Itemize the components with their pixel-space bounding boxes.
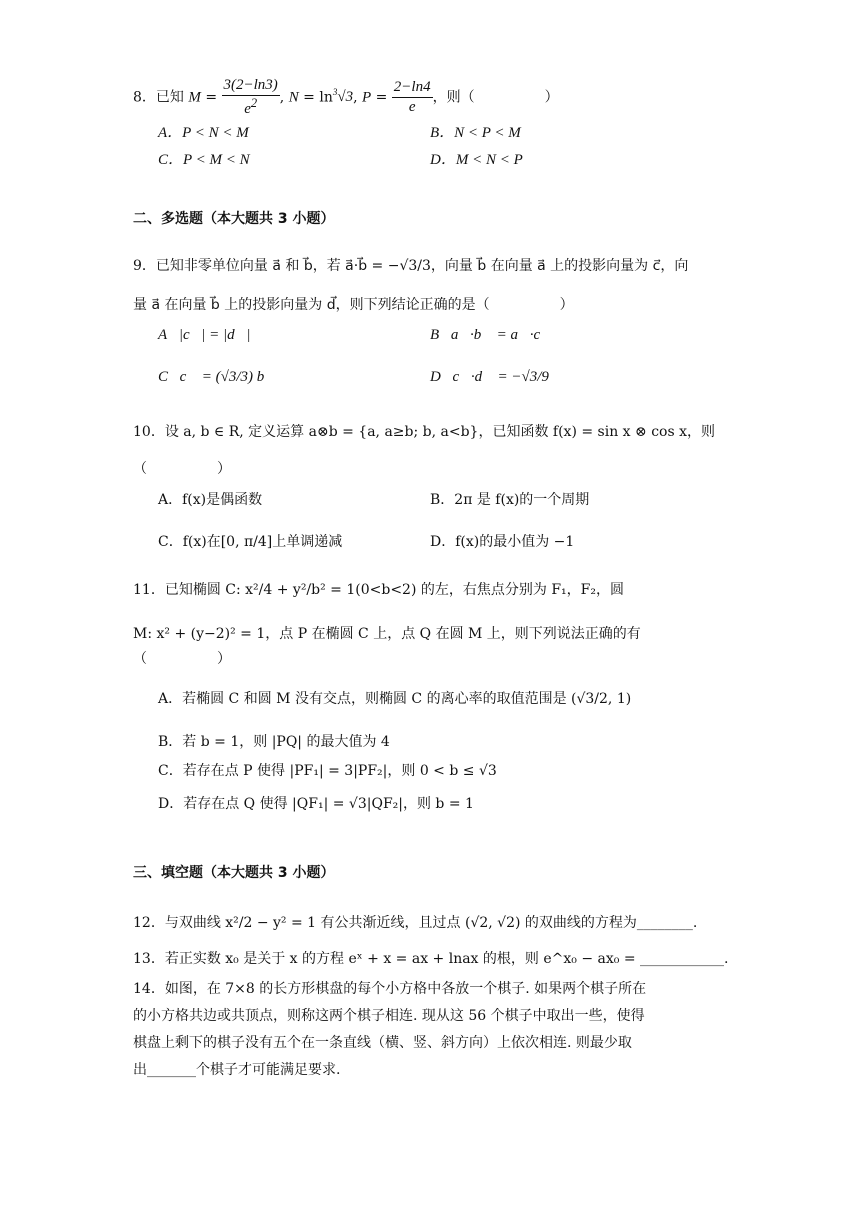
question-11-line1: 11．已知椭圆 C: x²/4 + y²/b² = 1(0<b<2) 的左，右焦点分别为 F₁，F₂，圆 — [133, 582, 624, 598]
q8-option-a[interactable]: A．P < N < M — [158, 125, 249, 141]
q9-option-c[interactable]: C．c⃗ = (√3/3) b⃗ — [158, 369, 276, 385]
q8-option-d[interactable]: D．M < N < P — [430, 152, 523, 168]
q8-option-b[interactable]: B．N < P < M — [430, 125, 521, 141]
q9-option-d[interactable]: D．c⃗·d⃗ = −√3/9 — [430, 369, 549, 385]
q11-option-a[interactable]: A．若椭圆 C 和圆 M 没有交点，则椭圆 C 的离心率的取值范围是 (√3/2, 1) — [158, 691, 632, 707]
question-14-line2: 的小方格共边或共顶点，则称这两个棋子相连. 现从这 56 个棋子中取出一些，使得 — [133, 1008, 645, 1024]
q11-option-b[interactable]: B．若 b = 1，则 |PQ| 的最大值为 4 — [158, 734, 390, 750]
question-9-line1: 9．已知非零单位向量 a⃗ 和 b⃗，若 a⃗·b⃗ = −√3/3，向量 b⃗ 在向量 a⃗ 上的投影向量为 c⃗，向 — [133, 258, 689, 274]
section-heading-fill-in: 三、填空题（本大题共 3 小题） — [133, 865, 335, 881]
q9-option-b[interactable]: B．a⃗·b⃗ = a⃗·c⃗ — [430, 327, 552, 343]
question-10-line1: 10．设 a, b ∈ R, 定义运算 a⊗b = {a, a≥b; b, a<b}，已知函数 f(x) = sin x ⊗ cos x，则 — [133, 424, 716, 440]
q11-option-d[interactable]: D．若存在点 Q 使得 |QF₁| = √3|QF₂|，则 b = 1 — [158, 796, 474, 812]
q8-option-c[interactable]: C．P < M < N — [158, 152, 250, 168]
q10-option-d[interactable]: D．f(x)的最小值为 −1 — [430, 534, 575, 550]
question-10-line2: （ ） — [133, 461, 231, 477]
q10-option-a[interactable]: A．f(x)是偶函数 — [158, 492, 263, 508]
q9-option-a[interactable]: A．|c⃗| = |d⃗| — [158, 327, 251, 343]
question-8: 8．已知 M = $\frac{3(2-\ln 3)}{e^2}$ , $N = \ln^3√3$, P = $\frac{2-\ln 4}{e}$ ，则（ ） — [133, 77, 559, 117]
question-11-line3: （ ） — [133, 651, 231, 667]
q10-option-c[interactable]: C．f(x)在[0, π/4]上单调递减 — [158, 534, 343, 550]
section-heading-multiple-choice: 二、多选题（本大题共 3 小题） — [133, 211, 335, 227]
question-9-line2: 量 a⃗ 在向量 b⃗ 上的投影向量为 d⃗，则下列结论正确的是（ ） — [133, 297, 574, 313]
question-11-line2: M: x² + (y−2)² = 1，点 P 在椭圆 C 上，点 Q 在圆 M 上，则下列说法正确的有 — [133, 626, 641, 642]
question-13: 13．若正实数 x₀ 是关于 x 的方程 eˣ + x = ax + lnax 的根，则 e^x₀ − ax₀ = ____________. — [133, 951, 729, 967]
question-12: 12．与双曲线 x²/2 − y² = 1 有公共渐近线，且过点 (√2, √2) 的双曲线的方程为________. — [133, 915, 698, 931]
question-14-line3: 棋盘上剩下的棋子没有五个在一条直线（横、竖、斜方向）上依次相连. 则最少取 — [133, 1035, 632, 1051]
q10-option-b[interactable]: B．2π 是 f(x)的一个周期 — [430, 492, 590, 508]
question-14-line1: 14．如图，在 7×8 的长方形棋盘的每个小方格中各放一个棋子. 如果两个棋子所在 — [133, 981, 647, 997]
question-14-line4: 出_______个棋子才可能满足要求. — [133, 1062, 341, 1078]
q11-option-c[interactable]: C．若存在点 P 使得 |PF₁| = 3|PF₂|，则 0 < b ≤ √3 — [158, 763, 497, 779]
